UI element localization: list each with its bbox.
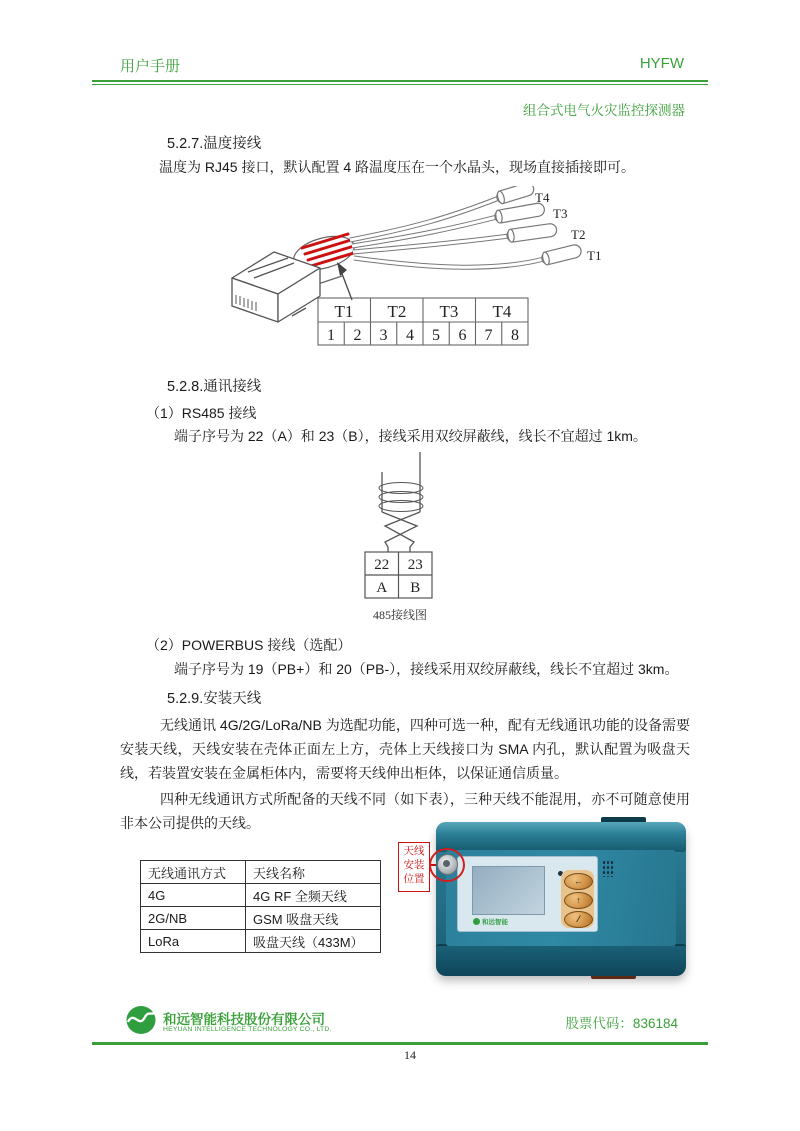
probe-label-t3: T3	[553, 206, 568, 221]
pin-group-t1: T1	[334, 302, 354, 321]
antenna-position-callout	[398, 842, 430, 892]
header-rule-thick	[92, 80, 708, 82]
table-cell: 4G RF 全频天线	[246, 884, 381, 907]
device-left-button: ←	[564, 873, 593, 890]
section-title-antenna: 5.2.9.安装天线	[167, 691, 262, 707]
device-body	[436, 822, 686, 974]
pin-2: 2	[353, 327, 362, 344]
stock-code: 股票代码：836184	[565, 1016, 678, 1031]
callout-line: 安装	[403, 859, 425, 871]
rs485-heading: （1）RS485 接线	[146, 405, 257, 421]
table-row	[141, 930, 381, 953]
pin-5: 5	[432, 327, 440, 344]
antenna-table	[140, 860, 381, 953]
pin-group-t4: T4	[492, 302, 512, 321]
stripe-callout-arrow	[337, 262, 352, 300]
pin-group-t2: T2	[387, 302, 407, 321]
probe-label-t4: T4	[535, 190, 550, 205]
page-number: 14	[404, 1048, 416, 1062]
signal-a: A	[376, 580, 388, 596]
antenna-paragraph-1: 无线通讯 4G/2G/LoRa/NB 为选配功能，四种可选一种，配有无线通讯功能的设备需要安装天线，天线安装在壳体正面左上方，壳体上天线接口为 SMA 内孔，默认配置为吸盘天线，若装置安装在金属柜体内，需要将天线伸出柜体，以保证通信质量。	[120, 717, 690, 781]
terminal-23: 23	[407, 557, 423, 573]
device-panel	[457, 856, 598, 932]
table-cell: 4G	[141, 884, 246, 907]
panel-logo-text: 和远智能	[482, 918, 508, 926]
panel-logo	[473, 916, 508, 926]
rs485-paragraph: 端子序号为 22（A）和 23（B），接线采用双绞屏蔽线，线长不宜超过 1km。	[174, 428, 647, 444]
callout-line: 天线	[403, 845, 425, 857]
doc-type-label: 用户手册	[120, 58, 181, 75]
probe-label-t2: T2	[571, 227, 586, 242]
pin-7: 7	[484, 327, 493, 344]
pin-1: 1	[327, 327, 335, 344]
section-title-temperature: 5.2.7.温度接线	[167, 136, 262, 152]
twisted-pair-coil	[379, 452, 423, 552]
device-confirm-button: ⁄	[564, 911, 593, 928]
pin-3: 3	[379, 327, 388, 344]
table-cell: 吸盘天线（433M）	[246, 930, 381, 953]
powerbus-heading: （2）POWERBUS 接线（选配）	[146, 637, 352, 653]
table-row	[141, 907, 381, 930]
probe-label-t1: T1	[587, 248, 602, 263]
callout-line: 位置	[403, 873, 425, 885]
table-cell: GSM 吸盘天线	[246, 907, 381, 930]
table-cell: 2G/NB	[141, 907, 246, 930]
antenna-paragraph-2: 四种无线通讯方式所配备的天线不同（如下表），三种天线不能混用，亦不可随意使用非本公司提供的天线。	[120, 791, 690, 831]
table-row	[141, 884, 381, 907]
powerbus-paragraph: 端子序号为 19（PB+）和 20（PB-），接线采用双绞屏蔽线，线长不宜超过 3km。	[174, 661, 679, 677]
antenna-table-header-row	[141, 861, 381, 884]
brand-label: HYFW	[639, 55, 684, 72]
company-name: 和远智能科技股份有限公司	[163, 1012, 325, 1027]
product-label: 组合式电气火灾监控探测器	[523, 103, 685, 118]
company-name-en: HEYUAN INTELLIGENCE TECHNOLOGY CO., LTD.	[163, 1026, 332, 1033]
device-top-fin	[436, 822, 686, 852]
company-logo-icon	[126, 1005, 156, 1035]
speaker-grille-icon	[602, 860, 615, 877]
header-rule-thin	[92, 84, 708, 85]
sma-highlight-ring	[429, 848, 465, 882]
pin-8: 8	[511, 327, 519, 344]
signal-b: B	[410, 580, 421, 596]
device-photo	[396, 818, 690, 980]
pin-group-t3: T3	[439, 302, 459, 321]
device-bottom-fin	[436, 944, 686, 976]
section-title-communication: 5.2.8.通讯接线	[167, 379, 262, 395]
table-cell: LoRa	[141, 930, 246, 953]
temperature-paragraph: 温度为 RJ45 接口，默认配置 4 路温度压在一个水晶头，现场直接插接即可。	[159, 159, 636, 175]
figure-rs485-wiring	[352, 450, 448, 600]
pin-6: 6	[458, 327, 467, 344]
device-screen	[472, 866, 545, 915]
panel-logo-icon	[473, 918, 480, 925]
device-up-button: ↑	[564, 892, 593, 909]
pin-4: 4	[406, 327, 414, 344]
terminal-22: 22	[374, 557, 390, 573]
figure-rj45-temperature-wiring	[222, 186, 614, 354]
footer-rule	[92, 1042, 708, 1045]
antenna-table-header-method: 无线通讯方式	[141, 861, 246, 884]
antenna-table-header-name: 天线名称	[246, 861, 381, 884]
rs485-figure-caption: 485接线图	[372, 608, 427, 622]
